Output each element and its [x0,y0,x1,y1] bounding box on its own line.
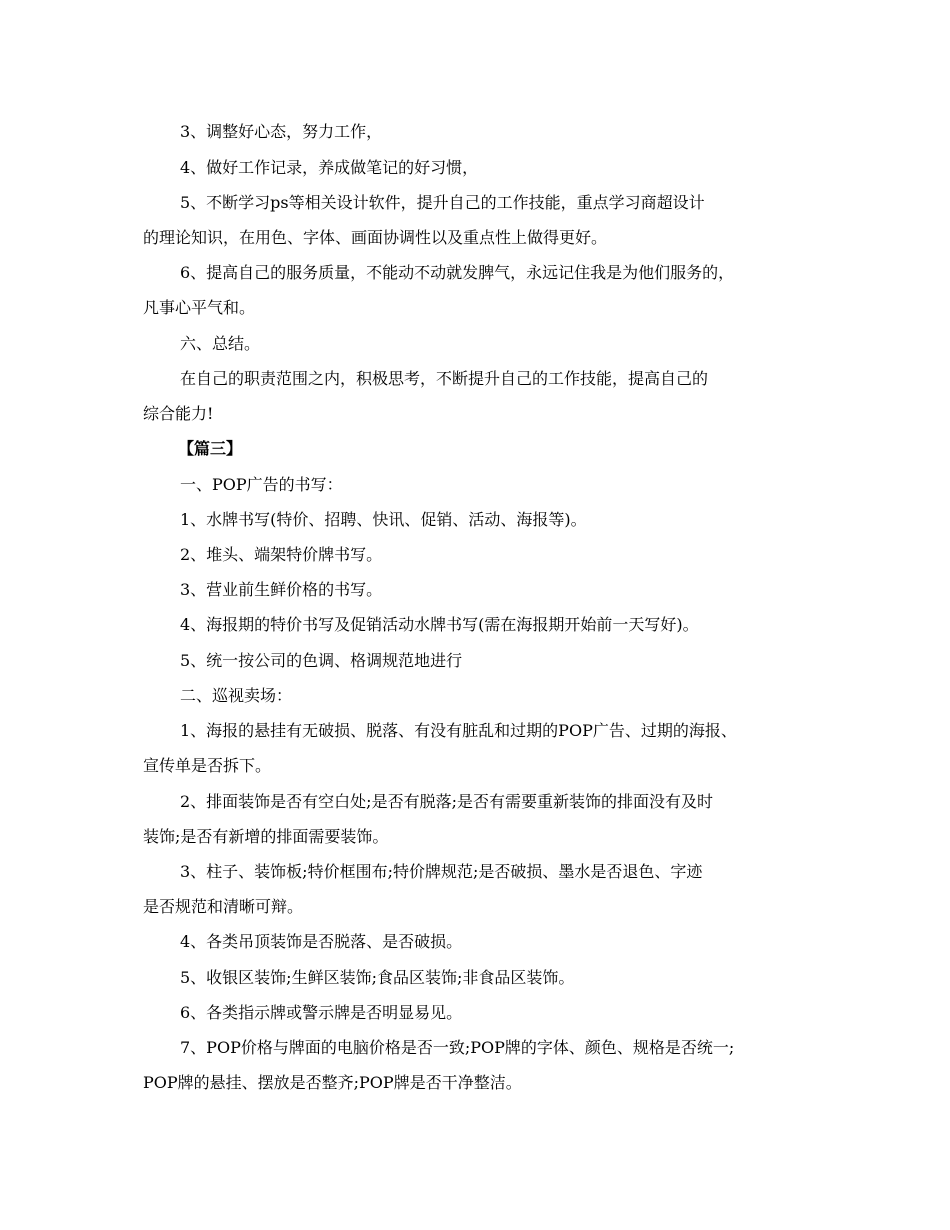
paragraph-line: 2、堆头、端架特价牌书写。 [180,545,383,564]
paragraph-line: 1、水牌书写(特价、招聘、快讯、促销、活动、海报等)。 [180,510,587,529]
paragraph-line: 在自己的职责范围之内，积极思考，不断提升自己的工作技能，提高自己的 [180,369,709,388]
section-heading: 二、巡视卖场： [180,686,293,705]
paragraph-line: 6、提高自己的服务质量，不能动不动就发脾气，永远记住我是为他们服务的， [180,263,735,282]
section-heading: 六、总结。 [180,334,261,353]
paragraph-line: 3、营业前生鲜价格的书写。 [180,580,383,599]
paragraph-line: 4、海报期的特价书写及促销活动水牌书写(需在海报期开始前一天写好)。 [180,615,699,634]
paragraph-line: 综合能力! [143,404,214,423]
paragraph-line: 6、各类指示牌或警示牌是否明显易见。 [180,1003,463,1022]
paragraph-line: 的理论知识，在用色、字体、画面协调性以及重点性上做得更好。 [143,228,608,247]
paragraph-line: 5、不断学习ps等相关设计软件，提升自己的工作技能，重点学习商超设计 [180,193,705,212]
paragraph-line: 宣传单是否拆下。 [143,756,272,775]
paragraph-line: 5、统一按公司的色调、格调规范地进行 [180,651,463,670]
paragraph-line: 3、调整好心态，努力工作， [180,122,383,141]
paragraph-line: 凡事心平气和。 [143,298,256,317]
paragraph-line: 7、POP价格与牌面的电脑价格是否一致;POP牌的字体、颜色、规格是否统一; [180,1038,735,1057]
paragraph-line: 是否规范和清晰可辩。 [143,897,304,916]
paragraph-line: 1、海报的悬挂有无破损、脱落、有没有脏乱和过期的POP广告、过期的海报、 [180,721,737,740]
paragraph-line: 装饰;是否有新增的排面需要装饰。 [143,827,389,846]
paragraph-line: 2、排面装饰是否有空白处;是否有脱落;是否有需要重新装饰的排面没有及时 [180,792,713,811]
paragraph-line: 3、柱子、装饰板;特价框围布;特价牌规范;是否破损、墨水是否退色、字迹 [180,862,703,881]
part-heading: 【篇三】 [178,439,243,458]
paragraph-line: 5、收银区装饰;生鲜区装饰;食品区装饰;非食品区装饰。 [180,968,575,987]
section-heading: 一、POP广告的书写： [180,475,343,494]
paragraph-line: POP牌的悬挂、摆放是否整齐;POP牌是否干净整洁。 [143,1073,522,1092]
paragraph-line: 4、各类吊顶装饰是否脱落、是否破损。 [180,932,463,951]
paragraph-line: 4、做好工作记录，养成做笔记的好习惯， [180,158,479,177]
